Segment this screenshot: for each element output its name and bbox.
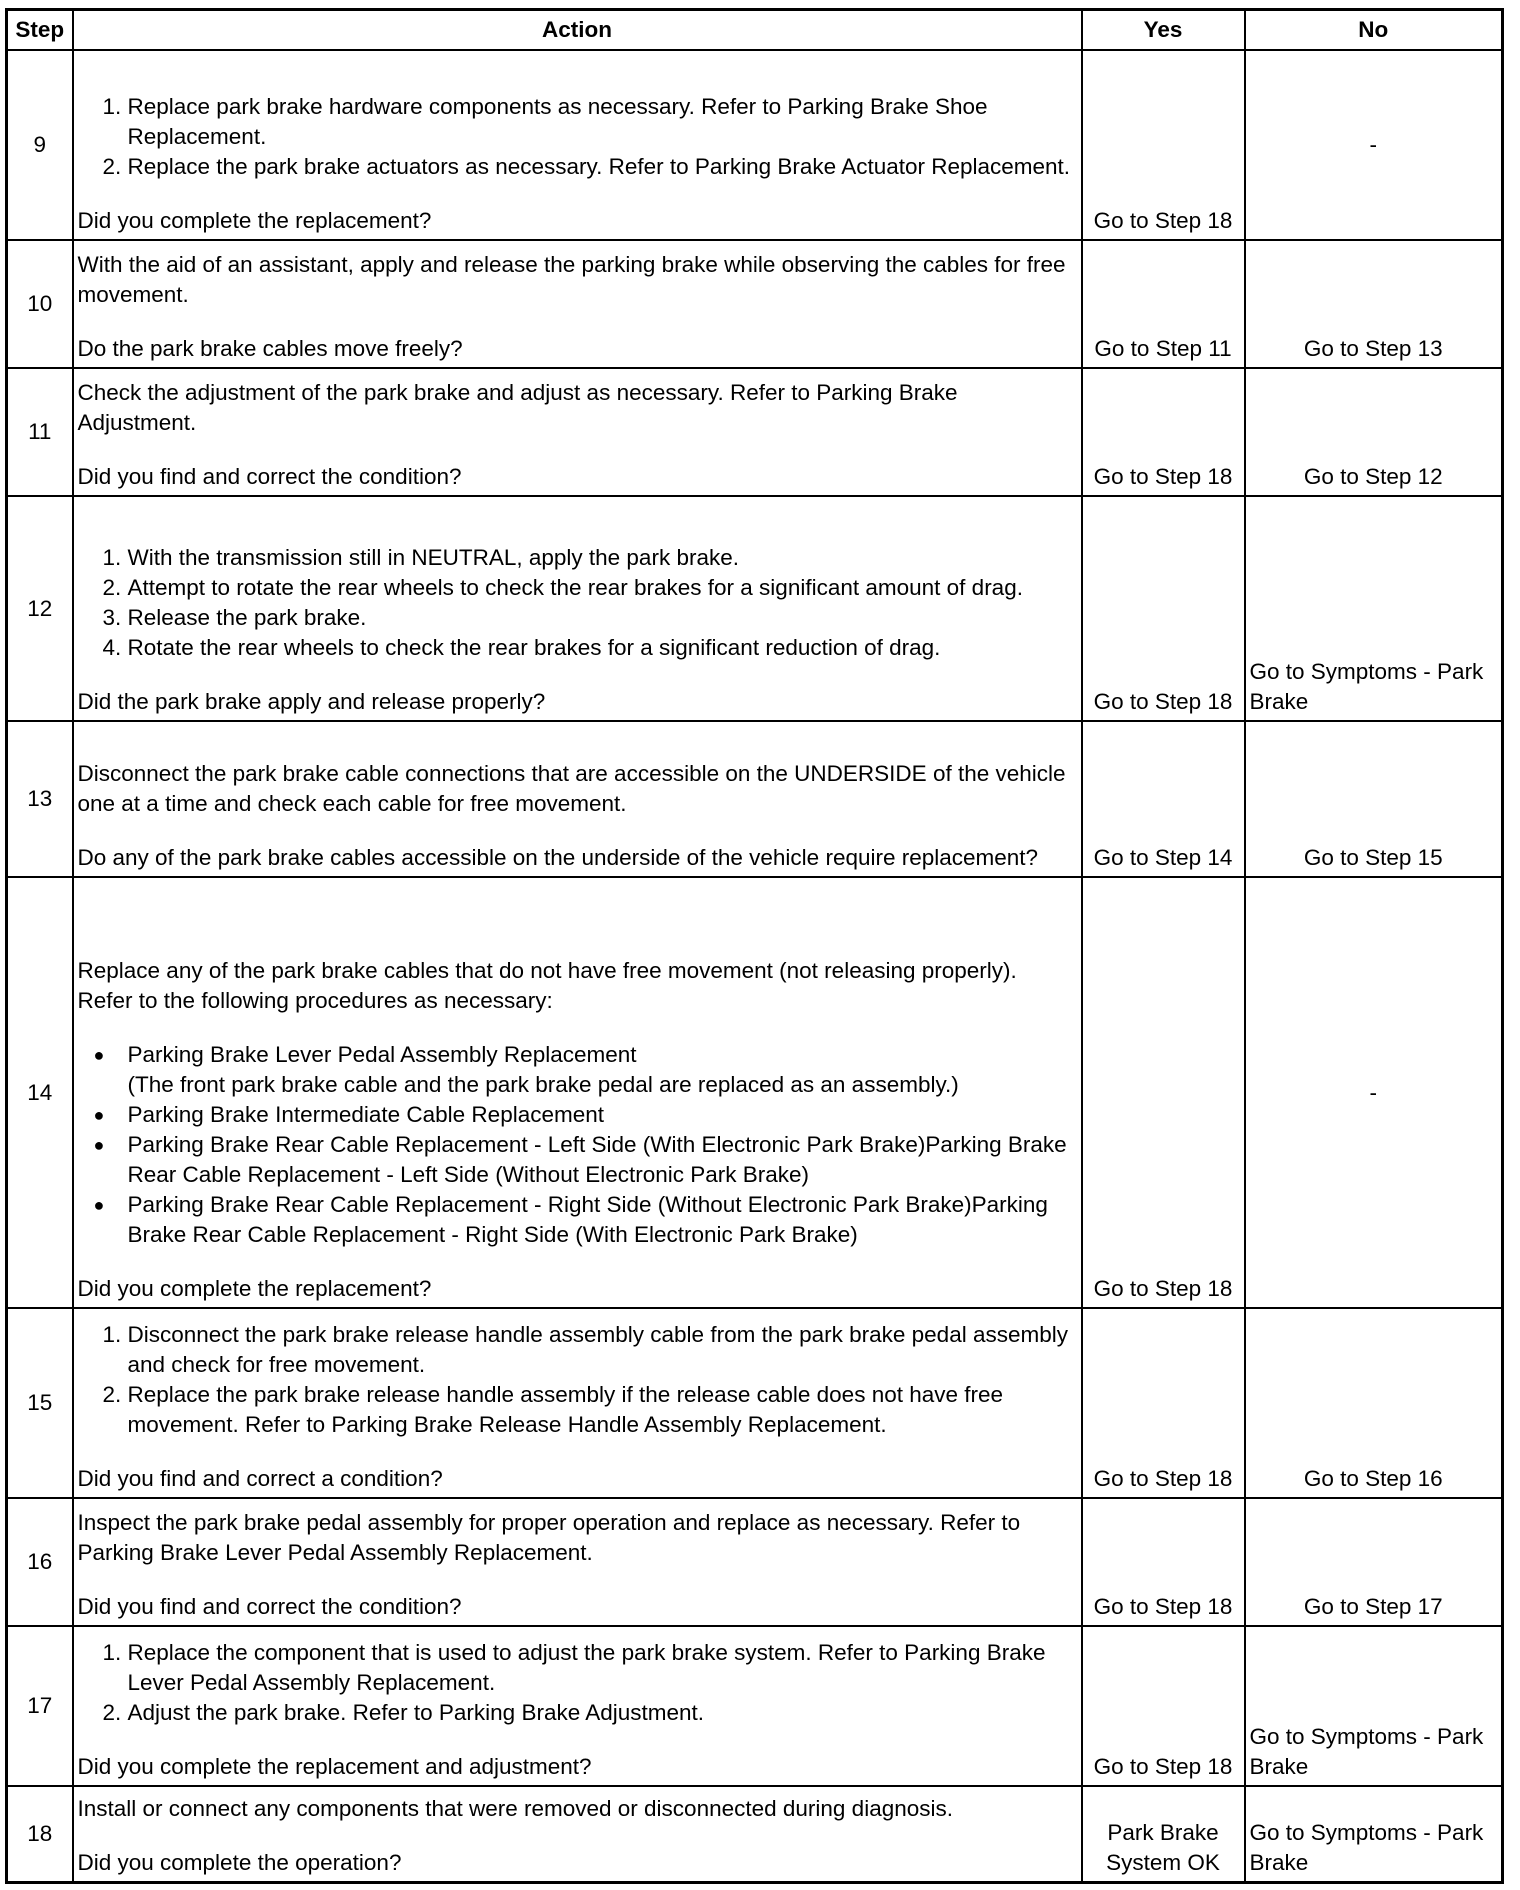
action-text: Disconnect the park brake cable connections that are accessible on the UNDERSIDE of the vehicle one at a time and check each cable for free movement.: [77, 761, 1066, 816]
yes-cell: Go to Step 18: [1082, 877, 1245, 1308]
table-row: [7, 1498, 1503, 1626]
list-item: [128, 1040, 1077, 1100]
step-number: 10: [7, 240, 73, 368]
step-number: 16: [7, 1498, 73, 1626]
no-cell: -: [1245, 877, 1503, 1308]
action-cell: [73, 368, 1082, 496]
list-item: 2. Replace the park brake release handle assembly if the release cable does not have free movement. Refer to Parking Brake Release Handle Assembly Replacement.: [128, 1380, 1077, 1440]
list-item: 2. Adjust the park brake. Refer to Parking Brake Adjustment.: [128, 1698, 1077, 1728]
table-row: [7, 1626, 1503, 1786]
yes-cell: Go to Step 18: [1082, 1308, 1245, 1498]
action-question: Do the park brake cables move freely?: [77, 336, 463, 361]
list-item: 1. Replace park brake hardware components as necessary. Refer to Parking Brake Shoe Replacement.: [128, 92, 1077, 152]
yes-cell: Go to Step 18: [1082, 368, 1245, 496]
table-row: [7, 496, 1503, 721]
list-item: [128, 1190, 1077, 1250]
header-row: [7, 10, 1503, 51]
step-number: 14: [7, 877, 73, 1308]
action-text: Replace any of the park brake cables that do not have free movement (not releasing properly). Refer to the following procedures as necessary:: [77, 958, 1017, 1013]
action-list: [78, 543, 1077, 663]
action-cell: [73, 721, 1082, 877]
header-no: No: [1245, 10, 1503, 51]
action-question: Did the park brake apply and release properly?: [77, 689, 546, 714]
list-item: 1. Replace the component that is used to adjust the park brake system. Refer to Parking Brake Lever Pedal Assembly Replacement.: [128, 1638, 1077, 1698]
diagnostic-table: [5, 8, 1504, 1884]
action-question: Did you complete the replacement and adjustment?: [77, 1754, 592, 1779]
procedure-name: ● Parking Brake Intermediate Cable Replacement: [127, 1102, 604, 1127]
yes-cell: Go to Step 18: [1082, 496, 1245, 721]
no-cell: Go to Step 16: [1245, 1308, 1503, 1498]
no-cell: Go to Symptoms - Park Brake: [1245, 1786, 1503, 1882]
action-list: [78, 1320, 1077, 1440]
step-number: 13: [7, 721, 73, 877]
no-cell: Go to Step 17: [1245, 1498, 1503, 1626]
list-item: [128, 1100, 1077, 1130]
header-yes: Yes: [1082, 10, 1245, 51]
procedure-name: ● Parking Brake Rear Cable Replacement - Right Side (Without Electronic Park Brake)Parking Brake Rear Cable Replacement - Right Side (With Electronic Park Brake): [127, 1192, 1048, 1247]
action-text: With the aid of an assistant, apply and release the parking brake while observing the cables for free movement.: [77, 252, 1066, 307]
list-item: 1. With the transmission still in NEUTRAL, apply the park brake.: [128, 543, 1077, 573]
table-row: [7, 50, 1503, 240]
procedure-name: ● Parking Brake Lever Pedal Assembly Replacement: [127, 1042, 637, 1067]
header-step: Step: [7, 10, 73, 51]
yes-cell: Park Brake System OK: [1082, 1786, 1245, 1882]
step-number: 12: [7, 496, 73, 721]
action-list: [78, 92, 1077, 182]
no-cell: Go to Step 13: [1245, 240, 1503, 368]
list-item: [128, 1130, 1077, 1190]
table-row: [7, 1786, 1503, 1882]
action-question: Did you find and correct a condition?: [77, 1466, 443, 1491]
header-action: Action: [73, 10, 1082, 51]
table-row: [7, 240, 1503, 368]
action-cell: [73, 496, 1082, 721]
procedure-note: (The front park brake cable and the park brake pedal are replaced as an assembly.): [127, 1072, 959, 1097]
yes-cell: Go to Step 18: [1082, 50, 1245, 240]
yes-cell: Go to Step 11: [1082, 240, 1245, 368]
table-row: [7, 368, 1503, 496]
list-item: 2. Replace the park brake actuators as necessary. Refer to Parking Brake Actuator Replacement.: [128, 152, 1077, 182]
no-cell: Go to Step 12: [1245, 368, 1503, 496]
step-number: 17: [7, 1626, 73, 1786]
action-question: Did you complete the replacement?: [77, 208, 432, 233]
action-cell: [73, 1626, 1082, 1786]
yes-cell: Go to Step 18: [1082, 1498, 1245, 1626]
action-text: Inspect the park brake pedal assembly for proper operation and replace as necessary. Refer to Parking Brake Lever Pedal Assembly Replacement.: [77, 1510, 1021, 1565]
step-number: 9: [7, 50, 73, 240]
table-row: [7, 1308, 1503, 1498]
table-row: [7, 877, 1503, 1308]
yes-cell: Go to Step 18: [1082, 1626, 1245, 1786]
step-number: 11: [7, 368, 73, 496]
action-question: Did you find and correct the condition?: [77, 1594, 462, 1619]
step-number: 18: [7, 1786, 73, 1882]
action-cell: [73, 50, 1082, 240]
action-list: [78, 1638, 1077, 1728]
list-item: 4. Rotate the rear wheels to check the rear brakes for a significant reduction of drag.: [128, 633, 1077, 663]
action-cell: [73, 1786, 1082, 1882]
action-cell: [73, 1308, 1082, 1498]
action-cell: [73, 240, 1082, 368]
yes-cell: Go to Step 14: [1082, 721, 1245, 877]
step-number: 15: [7, 1308, 73, 1498]
action-text: Install or connect any components that were removed or disconnected during diagnosis.: [77, 1795, 954, 1821]
diagnostic-table-container: [5, 8, 1501, 1884]
action-text: Check the adjustment of the park brake and adjust as necessary. Refer to Parking Brake Adjustment.: [77, 380, 958, 435]
action-cell: [73, 1498, 1082, 1626]
list-item: 3. Release the park brake.: [128, 603, 1077, 633]
action-question: Do any of the park brake cables accessible on the underside of the vehicle require replacement?: [77, 845, 1039, 870]
action-question: Did you complete the operation?: [77, 1849, 402, 1875]
table-row: [7, 721, 1503, 877]
action-question: Did you find and correct the condition?: [77, 464, 462, 489]
procedure-name: ● Parking Brake Rear Cable Replacement - Left Side (With Electronic Park Brake)Parking Brake Rear Cable Replacement - Left Side (Without Electronic Park Brake): [127, 1132, 1067, 1187]
no-cell: Go to Step 15: [1245, 721, 1503, 877]
action-cell: [73, 877, 1082, 1308]
action-question: Did you complete the replacement?: [77, 1276, 432, 1301]
no-cell: -: [1245, 50, 1503, 240]
list-item: 1. Disconnect the park brake release handle assembly cable from the park brake pedal assembly and check for free movement.: [128, 1320, 1077, 1380]
list-item: 2. Attempt to rotate the rear wheels to check the rear brakes for a significant amount of drag.: [128, 573, 1077, 603]
procedure-list: [78, 1040, 1077, 1250]
no-cell: Go to Symptoms - Park Brake: [1245, 496, 1503, 721]
no-cell: Go to Symptoms - Park Brake: [1245, 1626, 1503, 1786]
